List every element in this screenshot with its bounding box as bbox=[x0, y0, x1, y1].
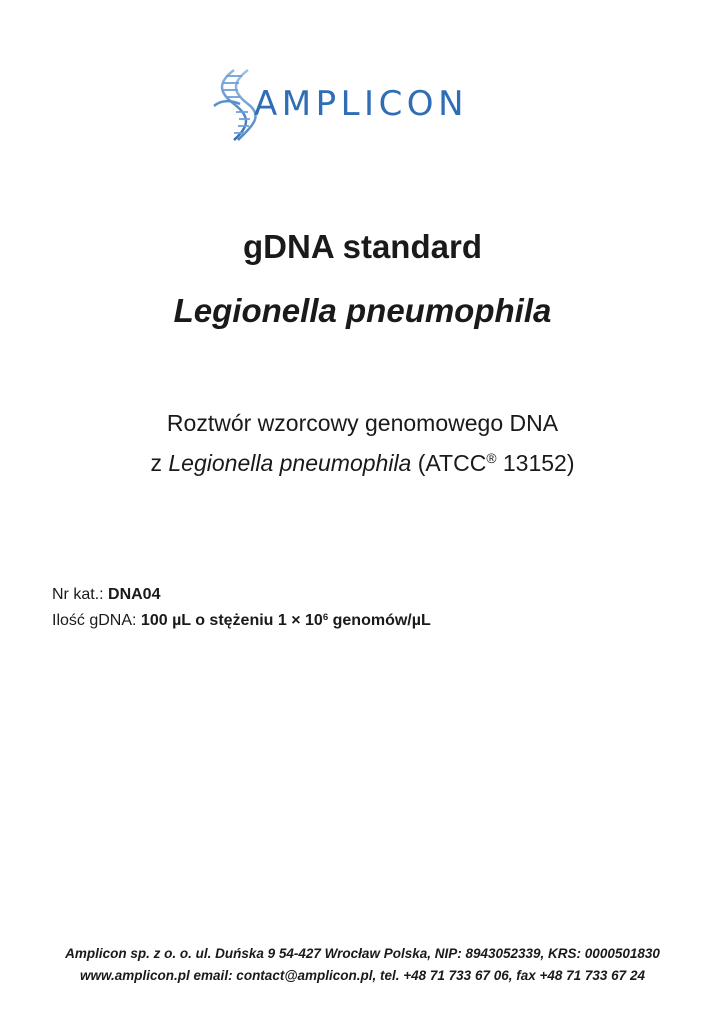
document-title: gDNA standard bbox=[243, 228, 482, 265]
description-line-2 bbox=[0, 450, 725, 477]
catalog-label: Nr kat.: bbox=[52, 586, 109, 603]
description-prefix: z bbox=[150, 450, 169, 476]
quantity-line bbox=[52, 612, 431, 630]
quantity-value-suffix: genomów/µL bbox=[328, 612, 431, 629]
species-heading: Legionella pneumophila bbox=[173, 292, 552, 329]
logo-wordmark: AMPLICON bbox=[254, 84, 469, 124]
quantity-value bbox=[141, 612, 431, 629]
catalog-number-line bbox=[52, 586, 160, 604]
registered-mark: ® bbox=[486, 451, 497, 467]
catalog-value: DNA04 bbox=[108, 586, 161, 603]
quantity-label: Ilość gDNA: bbox=[52, 612, 141, 629]
description-atcc: (ATCC bbox=[411, 450, 487, 476]
description-species: Legionella pneumophila bbox=[168, 450, 412, 476]
footer-contact-line: www.amplicon.pl email: contact@amplicon.pl, tel. +48 71 733 67 06, fax +48 71 733 67 24 bbox=[80, 968, 645, 983]
amplicon-logo bbox=[212, 68, 517, 142]
quantity-value-prefix: 100 µL o stężeniu 1 × 10 bbox=[140, 612, 323, 629]
quantity-exponent: 6 bbox=[322, 611, 329, 623]
description-strain: 13152) bbox=[496, 450, 575, 476]
footer-company-line: Amplicon sp. z o. o. ul. Duńska 9 54-427 Wrocław Polska, NIP: 8943052339, KRS: 0000501830 bbox=[65, 946, 660, 961]
description-line-1: Roztwór wzorcowy genomowego DNA bbox=[166, 410, 559, 436]
